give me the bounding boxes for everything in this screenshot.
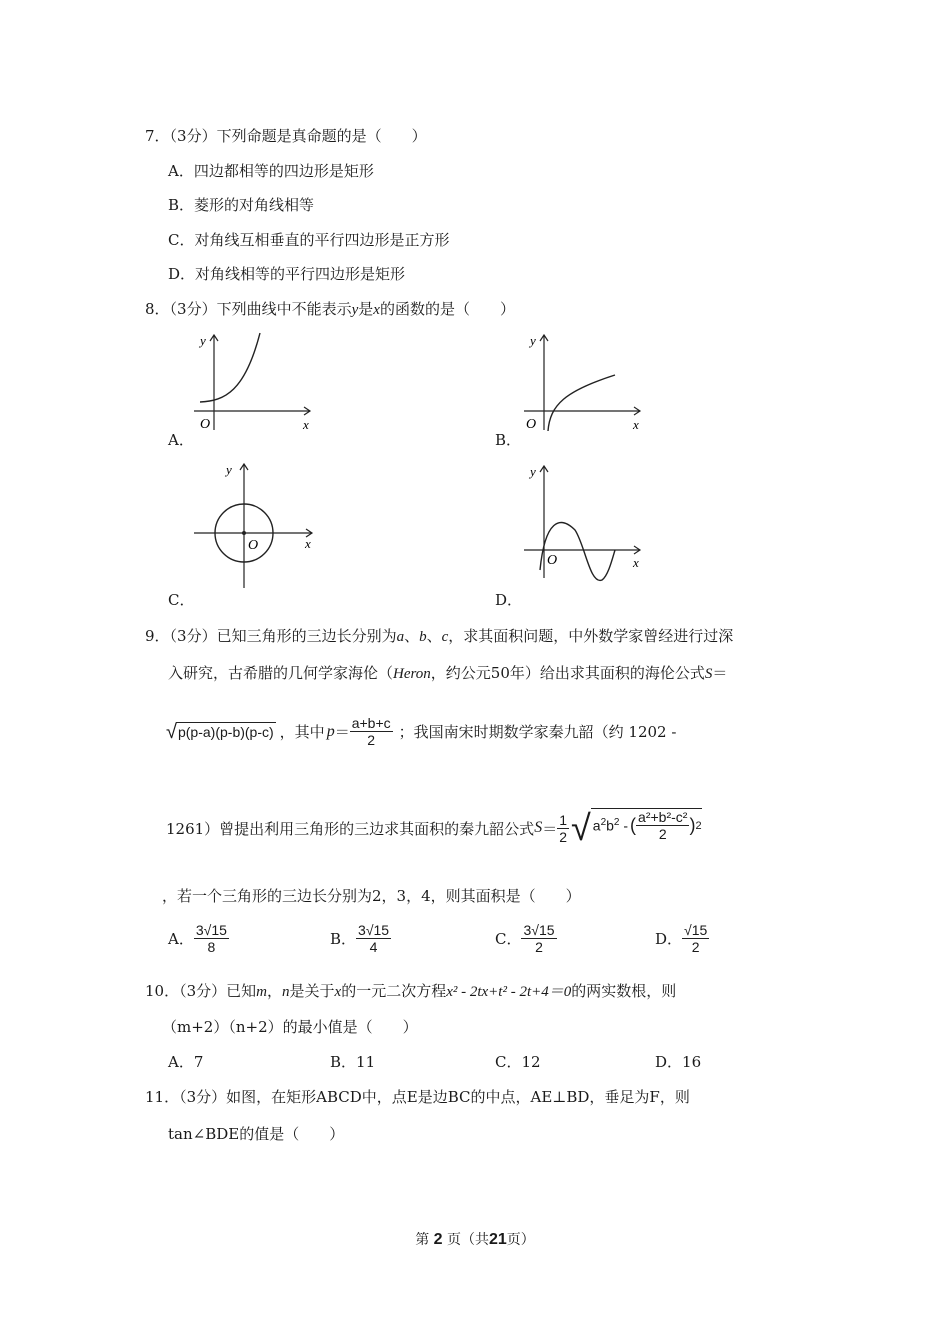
q8-stem: 8．（3分）下列曲线中不能表示y是x的函数的是（ ） bbox=[145, 300, 515, 318]
graph-b-svg bbox=[520, 325, 650, 435]
q7-stem: 7．（3分）下列命题是真命题的是（ ） bbox=[145, 127, 427, 145]
heron-radicand: p(p-a)(p-b)(p-c) bbox=[177, 724, 274, 740]
q9-line2: 入研究，古希腊的几何学家海伦（Heron，约公元50年）给出求其面积的海伦公式S＝ bbox=[168, 664, 728, 682]
q8-option-d-label: D． bbox=[495, 591, 523, 609]
graph-a bbox=[190, 325, 320, 435]
graph-b-y-label: y bbox=[530, 333, 536, 348]
graph-a-x-label: x bbox=[303, 417, 309, 432]
graph-d-curve bbox=[540, 523, 615, 581]
q11-line1: 11．（3分）如图，在矩形ABCD中，点E是边BC的中点，AE⊥BD，垂足为F，则 bbox=[145, 1088, 690, 1106]
q7-option-d: D．对角线相等的平行四边形是矩形 bbox=[168, 265, 406, 283]
graph-d-x-label: x bbox=[633, 555, 639, 570]
q9-option-a: A． $\frac{3√15}{8}$ bbox=[168, 922, 227, 955]
total-pages: 21 bbox=[489, 1231, 507, 1248]
graph-a-svg bbox=[190, 325, 320, 435]
q11-line2: tan∠BDE的值是（ ） bbox=[168, 1125, 345, 1143]
q9-option-b: B． $\frac{3√15}{4}$ bbox=[330, 922, 390, 955]
q9-line5: ，若一个三角形的三边长分别为2，3，4，则其面积是（ ） bbox=[162, 887, 581, 905]
graph-c-x-label: x bbox=[305, 536, 311, 551]
graph-b-origin: O bbox=[526, 417, 537, 432]
graph-c-y-label: y bbox=[226, 462, 232, 477]
q7-option-c: C．对角线互相垂直的平行四边形是正方形 bbox=[168, 231, 450, 249]
graph-d bbox=[520, 460, 650, 590]
graph-b-x-label: x bbox=[633, 417, 639, 432]
page-footer: 第 2 页（共21页） bbox=[415, 1231, 535, 1248]
q7-option-a: A．四边都相等的四边形是矩形 bbox=[168, 162, 374, 180]
q9-option-c: C． $\frac{3√15}{2}$ bbox=[495, 922, 555, 955]
q8-option-a-label: A． bbox=[168, 431, 194, 449]
graph-c bbox=[190, 460, 320, 590]
q9-heron-formula: √ p(p-a)(p-b)(p-c) ，其中 p ＝ $\frac{a+b+c}{2}$ ；我国南宋时期数学家秦九韶（约 1202 - bbox=[166, 715, 677, 748]
q10-option-d: D．16 bbox=[655, 1053, 702, 1071]
q9-option-d: D． $\frac{√15}{2}$ bbox=[655, 922, 708, 955]
graph-c-svg bbox=[190, 460, 320, 590]
q8-option-c-label: C． bbox=[168, 591, 195, 609]
qin-half-fraction: $\frac{1}{2}$ bbox=[559, 811, 567, 845]
current-page-number: 2 bbox=[433, 1231, 443, 1248]
graph-d-svg bbox=[520, 460, 650, 590]
q10-option-a: A．7 bbox=[168, 1053, 204, 1071]
q9-line1: 9．（3分）已知三角形的三边长分别为a、b、c，求其面积问题，中外数学家曾经进行过深 bbox=[145, 627, 734, 645]
q10-option-b: B．11 bbox=[330, 1053, 376, 1071]
q8-option-b-label: B． bbox=[495, 431, 522, 449]
graph-a-origin: O bbox=[200, 417, 211, 432]
graph-d-y-label: y bbox=[530, 464, 536, 479]
q7-option-b: B．菱形的对角线相等 bbox=[168, 196, 315, 214]
graph-d-origin: O bbox=[547, 553, 558, 568]
q10-line1: 10．（3分）已知m，n是关于x的一元二次方程x² - 2tx+t² - 2t+4＝0的两实数根，则 bbox=[145, 982, 677, 1000]
q10-line2: （m+2）（n+2）的最小值是（ ） bbox=[162, 1018, 418, 1036]
graph-a-curve bbox=[200, 333, 260, 402]
q10-option-c: C．12 bbox=[495, 1053, 541, 1071]
p-fraction: $\frac{a+b+c}{2}$ bbox=[351, 715, 391, 748]
q9-qin-formula: 1261）曾提出利用三角形的三边求其面积的秦九韶公式 S ＝ $\frac{1}{2}$ √ $a^2b^2$ - ( $\frac{\text{a²+b²-c²}}{2}$ ) 2 bbox=[166, 807, 702, 848]
graph-a-y-label: y bbox=[200, 333, 206, 348]
graph-c-origin: O bbox=[248, 538, 259, 553]
graph-b bbox=[520, 325, 650, 435]
graph-b-curve bbox=[548, 375, 615, 431]
qin-inner-fraction: $\frac{\text{a²+b²-c²}}{2}$ bbox=[638, 809, 688, 842]
